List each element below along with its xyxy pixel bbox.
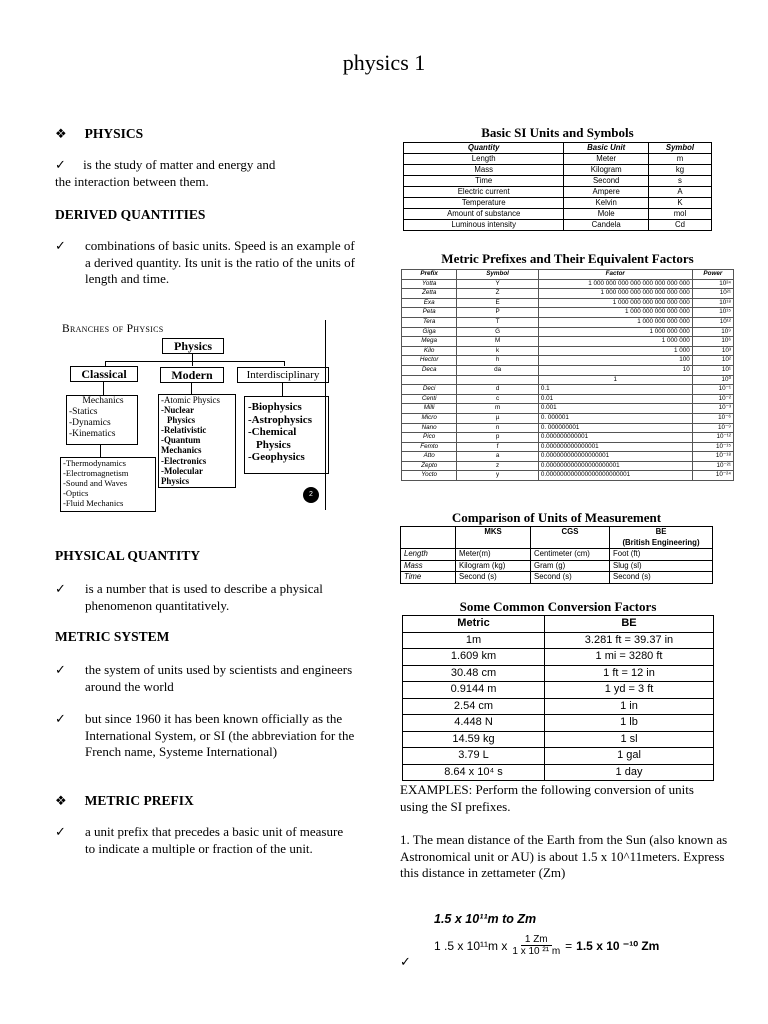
connector bbox=[103, 381, 104, 395]
connector bbox=[282, 382, 283, 396]
prefix-cell: Exa bbox=[402, 298, 457, 308]
branches-title: Branches of Physics bbox=[62, 323, 164, 335]
si-header: Symbol bbox=[648, 143, 711, 154]
si-header: Quantity bbox=[404, 143, 564, 154]
prefix-cell: 10⁻⁹ bbox=[692, 423, 733, 433]
prefix-cell: 0.000000000000000001 bbox=[538, 452, 692, 462]
prefix-cell: d bbox=[457, 385, 538, 395]
compare-cell: Kilogram (kg) bbox=[456, 560, 531, 572]
si-cell: A bbox=[648, 187, 711, 198]
metric-bullet-2 bbox=[55, 711, 367, 761]
classical-item: -Statics bbox=[69, 407, 98, 417]
prefix-cell: 0.000000000000000000000001 bbox=[538, 471, 692, 481]
prefix-row bbox=[402, 471, 734, 481]
modern-item: Physics bbox=[167, 415, 196, 426]
prefix-cell: 1 000 000 bbox=[538, 337, 692, 347]
si-row bbox=[404, 165, 712, 176]
compare-table-title: Comparison of Units of Measurement bbox=[451, 510, 662, 525]
si-cell: Cd bbox=[648, 220, 711, 231]
prefix-cell: 1 000 000 000 000 000 bbox=[538, 308, 692, 318]
physics-definition bbox=[55, 157, 275, 174]
prefix-cell: 1 bbox=[538, 375, 692, 385]
prefix-cell: T bbox=[457, 317, 538, 327]
check-icon: ✓ bbox=[55, 711, 66, 726]
work-equation bbox=[434, 934, 659, 957]
diamond-icon: ❖ bbox=[55, 793, 67, 808]
prefix-header: Symbol bbox=[457, 270, 538, 280]
prefix-cell: M bbox=[457, 337, 538, 347]
conversion-cell: 1 ft = 12 in bbox=[545, 665, 714, 682]
prefix-cell: Giga bbox=[402, 327, 457, 337]
conversion-cell: 1m bbox=[403, 632, 545, 649]
classical-box: Classical bbox=[70, 366, 138, 382]
prefix-cell: Tera bbox=[402, 317, 457, 327]
prefix-cell: 10⁻¹⁸ bbox=[692, 452, 733, 462]
conversion-cell: 1 yd = 3 ft bbox=[545, 682, 714, 699]
si-cell: kg bbox=[648, 165, 711, 176]
physical-bullet bbox=[55, 581, 365, 614]
physical-heading: PHYSICAL QUANTITY bbox=[55, 548, 201, 563]
conversion-cell: 8.64 x 10⁴ s bbox=[403, 764, 545, 781]
modern-box: Modern bbox=[160, 367, 224, 383]
prefix-row bbox=[402, 327, 734, 337]
prefix-cell: c bbox=[457, 394, 538, 404]
prefix-cell: h bbox=[457, 356, 538, 366]
prefix-cell bbox=[402, 375, 457, 385]
si-cell: Temperature bbox=[404, 198, 564, 209]
si-table-title: Basic SI Units and Symbols bbox=[481, 125, 634, 140]
prefix-cell: Kilo bbox=[402, 346, 457, 356]
prefix-cell: 10⁻²⁴ bbox=[692, 471, 733, 481]
prefix-row bbox=[402, 356, 734, 366]
conversion-cell: 1 lb bbox=[545, 715, 714, 732]
prefix-cell: 1 000 000 000 000 000 000 bbox=[538, 298, 692, 308]
prefix-cell: Z bbox=[457, 289, 538, 299]
prefix-section bbox=[55, 792, 194, 810]
physics-section bbox=[55, 125, 143, 143]
metric-heading: METRIC SYSTEM bbox=[55, 629, 170, 644]
physics-root-box: Physics bbox=[162, 338, 224, 354]
physics-heading: PHYSICS bbox=[84, 126, 144, 141]
prefix-cell: 10⁻³ bbox=[692, 404, 733, 414]
si-row bbox=[404, 220, 712, 231]
conversion-row bbox=[403, 665, 714, 682]
prefix-row bbox=[402, 413, 734, 423]
prefix-row bbox=[402, 346, 734, 356]
inter-item: -Geophysics bbox=[248, 451, 305, 464]
physics-def-line2: the interaction between them. bbox=[55, 174, 209, 189]
classical-item: -Kinematics bbox=[69, 429, 116, 439]
prefix-cell: 1 000 000 000 000 bbox=[538, 317, 692, 327]
compare-header: MKS bbox=[456, 527, 531, 549]
prefix-row bbox=[402, 385, 734, 395]
prefix-cell: 10¹² bbox=[692, 317, 733, 327]
prefix-table-title: Metric Prefixes and Their Equivalent Factors bbox=[441, 251, 694, 266]
compare-cell: Gram (g) bbox=[531, 560, 610, 572]
si-table bbox=[403, 142, 712, 231]
modern-item: Mechanics bbox=[161, 445, 202, 456]
conversion-row bbox=[403, 764, 714, 781]
conversion-table-title: Some Common Conversion Factors bbox=[459, 599, 657, 614]
si-cell: Candela bbox=[564, 220, 649, 231]
classical-sub-item: -Fluid Mechanics bbox=[63, 498, 124, 508]
prefix-bullet bbox=[55, 824, 355, 857]
conversion-cell: 1.609 km bbox=[403, 649, 545, 666]
compare-cell: Second (s) bbox=[456, 572, 531, 584]
prefix-cell: Peta bbox=[402, 308, 457, 318]
conversion-table bbox=[402, 615, 714, 781]
check-icon: ✓ bbox=[55, 157, 66, 172]
prefix-row bbox=[402, 317, 734, 327]
prefix-cell: m bbox=[457, 404, 538, 414]
classical-item: Mechanics bbox=[82, 396, 124, 406]
modern-item: -Molecular bbox=[161, 465, 203, 476]
prefix-cell: 10⁰ bbox=[692, 375, 733, 385]
prefix-row bbox=[402, 461, 734, 471]
prefix-row bbox=[402, 375, 734, 385]
prefix-cell: Femto bbox=[402, 442, 457, 452]
interdisciplinary-box: Interdisciplinary bbox=[237, 367, 329, 383]
modern-item: -Electronics bbox=[161, 455, 207, 466]
derived-text: combinations of basic units. Speed is an example of a derived quantity. Its unit is the ratio of the units of length and time. bbox=[85, 238, 355, 286]
prefix-cell: Milli bbox=[402, 404, 457, 414]
prefix-cell: 0. 000000001 bbox=[538, 423, 692, 433]
compare-cell: Mass bbox=[401, 560, 456, 572]
prefix-cell: 100 bbox=[538, 356, 692, 366]
prefix-cell: 0.000000000000000000001 bbox=[538, 461, 692, 471]
prefix-cell: Zepto bbox=[402, 461, 457, 471]
prefix-cell: 10⁻²¹ bbox=[692, 461, 733, 471]
conversion-header: BE bbox=[545, 616, 714, 633]
connector bbox=[100, 445, 101, 457]
si-row bbox=[404, 176, 712, 187]
prefix-header: Power bbox=[692, 270, 733, 280]
classical-sub-item: -Sound and Waves bbox=[63, 478, 128, 488]
work-title: 1.5 x 10¹¹m to Zm bbox=[434, 912, 537, 926]
prefix-row bbox=[402, 279, 734, 289]
prefix-cell: n bbox=[457, 423, 538, 433]
interdisciplinary-list bbox=[244, 396, 329, 474]
prefix-row bbox=[402, 404, 734, 414]
prefix-cell bbox=[457, 375, 538, 385]
prefix-cell: Deca bbox=[402, 365, 457, 375]
metric-bullet-1 bbox=[55, 662, 360, 695]
si-cell: Second bbox=[564, 176, 649, 187]
conversion-cell: 0.9144 m bbox=[403, 682, 545, 699]
prefix-row bbox=[402, 423, 734, 433]
be-sub-label: (British Engineering) bbox=[622, 537, 700, 547]
prefix-cell: 10² bbox=[692, 356, 733, 366]
work-lhs: 1 .5 x 10¹¹m x bbox=[434, 938, 508, 953]
metric-text-1: the system of units used by scientists and engineers around the world bbox=[85, 662, 353, 694]
prefix-cell: 0.000000000001 bbox=[538, 433, 692, 443]
prefix-row bbox=[402, 308, 734, 318]
inter-item: -Biophysics bbox=[248, 401, 302, 413]
prefix-cell: E bbox=[457, 298, 538, 308]
prefix-cell: k bbox=[457, 346, 538, 356]
prefix-cell: da bbox=[457, 365, 538, 375]
prefix-cell: 10⁹ bbox=[692, 327, 733, 337]
prefix-cell: z bbox=[457, 461, 538, 471]
modern-item: -Relativistic bbox=[161, 425, 207, 436]
conversion-cell: 30.48 cm bbox=[403, 665, 545, 682]
conversion-cell: 1 gal bbox=[545, 748, 714, 765]
prefix-cell: 1 000 000 000 bbox=[538, 327, 692, 337]
prefix-cell: 10¹ bbox=[692, 365, 733, 375]
compare-cell: Second (s) bbox=[531, 572, 610, 584]
prefix-cell: Deci bbox=[402, 385, 457, 395]
compare-cell: Time bbox=[401, 572, 456, 584]
prefix-cell: 10 bbox=[538, 365, 692, 375]
be-label: BE bbox=[655, 527, 667, 536]
conversion-row bbox=[403, 682, 714, 699]
si-cell: Length bbox=[404, 154, 564, 165]
conversion-row bbox=[403, 698, 714, 715]
si-cell: Luminous intensity bbox=[404, 220, 564, 231]
prefix-row bbox=[402, 289, 734, 299]
prefix-cell: 1 000 bbox=[538, 346, 692, 356]
examples-intro: EXAMPLES: Perform the following conversion of units using the SI prefixes. bbox=[400, 782, 694, 814]
classical-sub-item: -Optics bbox=[63, 488, 89, 498]
prefix-row bbox=[402, 394, 734, 404]
conversion-cell: 1 mi = 3280 ft bbox=[545, 649, 714, 666]
prefix-row bbox=[402, 452, 734, 462]
classical-list bbox=[66, 395, 138, 445]
si-cell: s bbox=[648, 176, 711, 187]
classical-item: -Dynamics bbox=[69, 418, 111, 428]
prefix-cell: G bbox=[457, 327, 538, 337]
prefix-text: a unit prefix that precedes a basic unit of measure to indicate a multiple or fraction of the unit. bbox=[85, 824, 344, 856]
conversion-row bbox=[403, 748, 714, 765]
prefix-cell: Yocto bbox=[402, 471, 457, 481]
modern-item: -Quantum bbox=[161, 435, 201, 446]
check-icon: ✓ bbox=[55, 662, 66, 677]
compare-row bbox=[401, 560, 713, 572]
inter-item: -Astrophysics bbox=[248, 413, 312, 426]
si-cell: Meter bbox=[564, 154, 649, 165]
check-icon: ✓ bbox=[55, 824, 66, 839]
prefix-cell: Y bbox=[457, 279, 538, 289]
compare-header-be bbox=[610, 527, 713, 549]
conversion-row bbox=[403, 715, 714, 732]
prefix-row bbox=[402, 365, 734, 375]
compare-row bbox=[401, 572, 713, 584]
prefix-cell: p bbox=[457, 433, 538, 443]
si-cell: Time bbox=[404, 176, 564, 187]
compare-cell: Meter(m) bbox=[456, 549, 531, 561]
si-cell: Mole bbox=[564, 209, 649, 220]
prefix-cell: 10⁻¹⁵ bbox=[692, 442, 733, 452]
page-badge: 2 bbox=[303, 487, 319, 503]
inter-item: -Chemical bbox=[248, 426, 297, 439]
prefix-cell: µ bbox=[457, 413, 538, 423]
derived-heading: DERIVED QUANTITIES bbox=[55, 207, 206, 222]
prefix-cell: 0.01 bbox=[538, 394, 692, 404]
prefix-cell: Zetta bbox=[402, 289, 457, 299]
prefix-cell: 10⁻¹² bbox=[692, 433, 733, 443]
si-row bbox=[404, 187, 712, 198]
prefix-cell: 10⁻⁶ bbox=[692, 413, 733, 423]
classical-sub-list bbox=[60, 457, 156, 512]
inter-item: Physics bbox=[256, 438, 291, 451]
prefix-heading: METRIC PREFIX bbox=[84, 793, 194, 808]
prefix-cell: 0.000000000000001 bbox=[538, 442, 692, 452]
prefix-cell: 10⁻¹ bbox=[692, 385, 733, 395]
conversion-row bbox=[403, 632, 714, 649]
compare-cell: Second (s) bbox=[610, 572, 713, 584]
prefix-cell: 10³ bbox=[692, 346, 733, 356]
prefix-cell: 10⁻² bbox=[692, 394, 733, 404]
prefix-cell: a bbox=[457, 452, 538, 462]
work-denominator: 1 x 10 ²¹ m bbox=[512, 946, 561, 957]
work-equals: = bbox=[565, 938, 573, 953]
prefix-table bbox=[401, 269, 734, 481]
prefix-cell: 10²¹ bbox=[692, 289, 733, 299]
connector bbox=[192, 361, 193, 366]
conversion-cell: 3.79 L bbox=[403, 748, 545, 765]
modern-item: -Nuclear bbox=[161, 405, 195, 416]
conversion-cell: 2.54 cm bbox=[403, 698, 545, 715]
physics-def-text: is the study of matter and energy and bbox=[83, 157, 276, 172]
modern-list bbox=[158, 394, 236, 488]
modern-item: -Atomic Physics bbox=[161, 395, 220, 405]
si-cell: Ampere bbox=[564, 187, 649, 198]
connector bbox=[105, 361, 285, 362]
prefix-cell: 10¹⁸ bbox=[692, 298, 733, 308]
connector bbox=[284, 361, 285, 366]
si-cell: Mass bbox=[404, 165, 564, 176]
si-cell: K bbox=[648, 198, 711, 209]
prefix-cell: Nano bbox=[402, 423, 457, 433]
metric-text-2: but since 1960 it has been known officially as the International System, or SI (the abbreviation for the French name, Systeme International) bbox=[85, 711, 355, 759]
prefix-header: Prefix bbox=[402, 270, 457, 280]
prefix-row bbox=[402, 337, 734, 347]
compare-header bbox=[401, 527, 456, 549]
physical-text: is a number that is used to describe a physical phenomenon quantitatively. bbox=[85, 581, 323, 613]
compare-cell: Slug (sl) bbox=[610, 560, 713, 572]
prefix-cell: Atto bbox=[402, 452, 457, 462]
prefix-header: Factor bbox=[538, 270, 692, 280]
si-row bbox=[404, 198, 712, 209]
work-rhs: 1.5 x 10 ⁻¹⁰ Zm bbox=[576, 938, 660, 953]
work-numerator: 1 Zm bbox=[521, 934, 552, 946]
check-icon: ✓ bbox=[400, 954, 411, 969]
connector bbox=[191, 382, 192, 394]
conversion-cell: 4.448 N bbox=[403, 715, 545, 732]
classical-sub-item: -Thermodynamics bbox=[63, 458, 127, 468]
prefix-cell: P bbox=[457, 308, 538, 318]
prefix-cell: 10⁶ bbox=[692, 337, 733, 347]
prefix-cell: 0.1 bbox=[538, 385, 692, 395]
work-fraction bbox=[510, 934, 562, 957]
conversion-row bbox=[403, 649, 714, 666]
prefix-cell: 0. 000001 bbox=[538, 413, 692, 423]
prefix-cell: Pico bbox=[402, 433, 457, 443]
page-title: physics 1 bbox=[342, 50, 426, 75]
si-header: Basic Unit bbox=[564, 143, 649, 154]
si-cell: mol bbox=[648, 209, 711, 220]
compare-cell: Centimeter (cm) bbox=[531, 549, 610, 561]
conversion-header: Metric bbox=[403, 616, 545, 633]
si-row bbox=[404, 209, 712, 220]
compare-cell: Length bbox=[401, 549, 456, 561]
classical-sub-item: -Electromagnetism bbox=[63, 468, 129, 478]
prefix-cell: y bbox=[457, 471, 538, 481]
si-cell: Kelvin bbox=[564, 198, 649, 209]
si-cell: Electric current bbox=[404, 187, 564, 198]
prefix-row bbox=[402, 298, 734, 308]
check-icon: ✓ bbox=[55, 238, 66, 253]
derived-bullet bbox=[55, 238, 355, 288]
prefix-cell: 1 000 000 000 000 000 000 000 bbox=[538, 289, 692, 299]
si-row bbox=[404, 154, 712, 165]
compare-header: CGS bbox=[531, 527, 610, 549]
si-cell: Kilogram bbox=[564, 165, 649, 176]
si-cell: Amount of substance bbox=[404, 209, 564, 220]
prefix-cell: Micro bbox=[402, 413, 457, 423]
prefix-cell: Mega bbox=[402, 337, 457, 347]
conversion-cell: 1 day bbox=[545, 764, 714, 781]
conversion-cell: 1 sl bbox=[545, 731, 714, 748]
check-icon: ✓ bbox=[55, 581, 66, 596]
prefix-row bbox=[402, 442, 734, 452]
diamond-icon: ❖ bbox=[55, 126, 67, 141]
prefix-cell: Yotta bbox=[402, 279, 457, 289]
prefix-cell: Centi bbox=[402, 394, 457, 404]
conversion-cell: 3.281 ft = 39.37 in bbox=[545, 632, 714, 649]
prefix-cell: 10²⁴ bbox=[692, 279, 733, 289]
compare-cell: Foot (ft) bbox=[610, 549, 713, 561]
compare-table bbox=[400, 526, 713, 584]
conversion-cell: 1 in bbox=[545, 698, 714, 715]
modern-item: Physics bbox=[161, 475, 190, 486]
si-cell: m bbox=[648, 154, 711, 165]
prefix-cell: f bbox=[457, 442, 538, 452]
prefix-cell: 0.001 bbox=[538, 404, 692, 414]
prefix-row bbox=[402, 433, 734, 443]
connector bbox=[192, 353, 193, 361]
example-question-1: 1. The mean distance of the Earth from the Sun (also known as Astronomical unit or AU) is about 1.5 x 10^11meters. Express this distance in zettameter (Zm) bbox=[400, 832, 728, 880]
prefix-cell: 10¹⁵ bbox=[692, 308, 733, 318]
compare-row bbox=[401, 549, 713, 561]
conversion-cell: 14.59 kg bbox=[403, 731, 545, 748]
prefix-cell: Hector bbox=[402, 356, 457, 366]
prefix-cell: 1 000 000 000 000 000 000 000 000 bbox=[538, 279, 692, 289]
conversion-row bbox=[403, 731, 714, 748]
